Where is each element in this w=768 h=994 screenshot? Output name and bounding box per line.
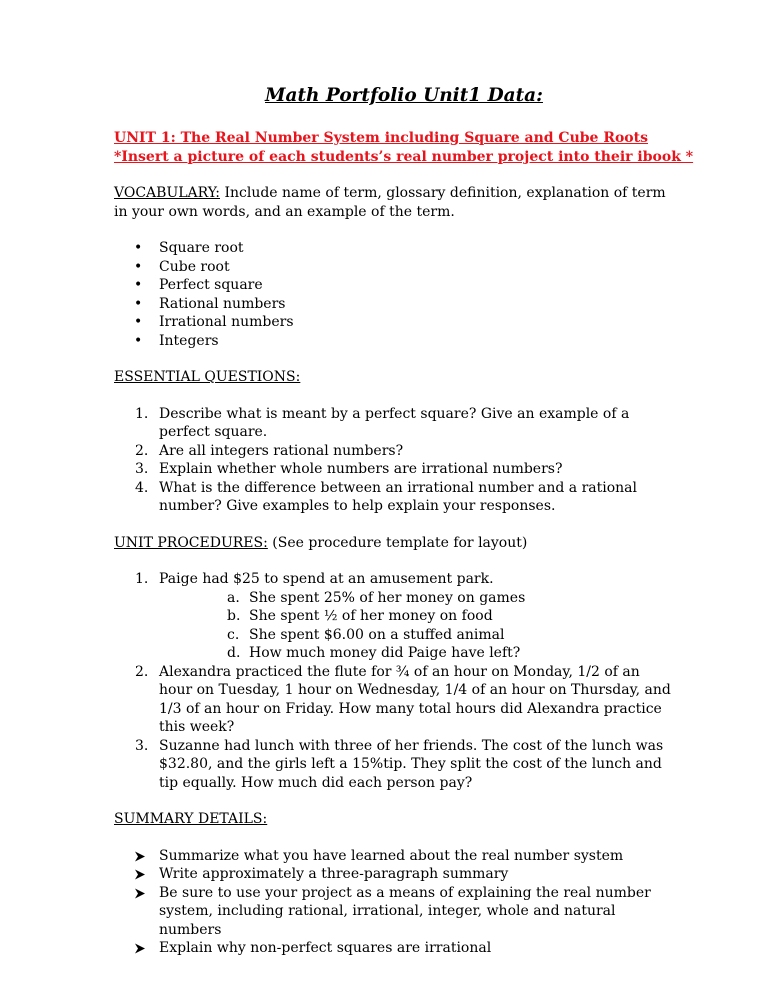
summary-list [114, 847, 674, 958]
procedure-text: Suzanne had lunch with three of her friends. The cost of the lunch was $32.80, and the girls left a 15%tip. They split the cost of the lunch and tip equally. How much did each person pay? [159, 737, 664, 791]
list-item [114, 258, 674, 277]
item-letter: c. [227, 626, 240, 643]
list-item [114, 865, 674, 884]
essential-questions-list [114, 405, 674, 516]
procedure-step: How much money did Paige have left? [249, 645, 521, 661]
procedures-title [114, 534, 674, 553]
procedure-step: She spent ½ of her money on food [249, 608, 493, 624]
bullet-icon: • [134, 258, 143, 275]
item-number: 1. [135, 571, 149, 587]
procedures-note: (See procedure template for layout) [267, 534, 528, 551]
list-item [114, 939, 674, 958]
document-title: Math Portfolio Unit1 Data: [265, 85, 543, 106]
list-item [159, 626, 674, 645]
arrow-bullet-icon [134, 943, 146, 954]
item-letter: a. [227, 589, 240, 606]
question-text: Describe what is meant by a perfect square? Give an example of a perfect square. [159, 405, 630, 440]
list-item [114, 442, 674, 461]
vocabulary-term: Cube root [159, 258, 230, 275]
vocabulary-term: Integers [159, 332, 219, 349]
document-page [114, 84, 694, 958]
summary-text: Be sure to use your project as a means of explaining the real number system, including rational, irrational, integer, whole and natural numbers [159, 884, 651, 938]
list-item [114, 737, 674, 793]
list-item [159, 607, 674, 626]
question-text: What is the difference between an irrational number and a rational number? Give examples to help explain your responses. [159, 479, 637, 514]
summary-text: Summarize what you have learned about the real number system [159, 847, 624, 864]
procedures-list [114, 570, 674, 792]
vocabulary-term: Rational numbers [159, 295, 286, 312]
vocabulary-heading: VOCABULARY: [114, 185, 220, 201]
procedure-step: She spent 25% of her money on games [249, 589, 526, 606]
list-item [114, 460, 674, 479]
summary-text: Explain why non-perfect squares are irrational [159, 940, 492, 956]
vocabulary-list [114, 239, 674, 350]
procedure-sublist [159, 589, 674, 663]
vocabulary-intro [114, 184, 674, 221]
bullet-icon: • [134, 314, 143, 330]
procedure-step: She spent $6.00 on a stuffed animal [249, 626, 505, 643]
list-item [114, 405, 674, 442]
summary-heading: SUMMARY DETAILS: [114, 811, 268, 827]
vocabulary-term: Square root [159, 240, 244, 256]
list-item [114, 332, 674, 351]
unit-title: UNIT 1: The Real Number System including Square and Cube Roots [114, 130, 648, 146]
bullet-icon: • [134, 277, 143, 293]
list-item [114, 570, 674, 663]
vocabulary-term: Perfect square [159, 277, 263, 293]
list-item [114, 239, 674, 258]
list-item [159, 644, 674, 663]
item-number: 3. [135, 737, 149, 754]
bullet-icon: • [134, 240, 143, 256]
unit-instruction: *Insert a picture of each students’s real number project into their ibook * [114, 148, 694, 165]
essential-questions-heading: ESSENTIAL QUESTIONS: [114, 369, 301, 385]
list-item [114, 479, 674, 516]
bullet-icon: • [134, 295, 143, 312]
unit-heading [114, 129, 694, 166]
list-item [114, 884, 674, 940]
item-letter: d. [227, 645, 241, 661]
summary-title [114, 810, 674, 829]
arrow-bullet-icon [134, 851, 146, 862]
essential-questions-title [114, 368, 674, 387]
list-item [114, 847, 674, 866]
vocabulary-instructions: Include name of term, glossary definition, explanation of term in your own words, and an example of the term. [114, 185, 666, 220]
question-text: Explain whether whole numbers are irrational numbers? [159, 461, 563, 477]
item-number: 1. [135, 405, 149, 422]
item-number: 3. [135, 461, 149, 477]
list-item [114, 313, 674, 332]
list-item [159, 589, 674, 608]
list-item [114, 276, 674, 295]
item-letter: b. [227, 608, 241, 624]
question-text: Are all integers rational numbers? [159, 442, 404, 459]
arrow-bullet-icon [134, 888, 146, 899]
arrow-bullet-icon [134, 869, 146, 880]
item-number: 2. [135, 663, 149, 680]
summary-text: Write approximately a three-paragraph summary [159, 866, 509, 882]
bullet-icon: • [134, 332, 143, 349]
item-number: 4. [135, 479, 149, 496]
item-number: 2. [135, 442, 149, 459]
list-item [114, 295, 674, 314]
procedure-text: Alexandra practiced the flute for ¾ of an hour on Monday, 1/2 of an hour on Tuesday, 1 hour on Wednesday, 1/4 of an hour on Thursday, and 1/3 of an hour on Friday. How many total hours did Alexandra practice this week? [159, 663, 671, 735]
procedures-heading: UNIT PROCEDURES: [114, 534, 268, 551]
procedure-text: Paige had $25 to spend at an amusement park. [159, 571, 494, 587]
vocabulary-term: Irrational numbers [159, 314, 294, 330]
list-item [114, 663, 674, 737]
